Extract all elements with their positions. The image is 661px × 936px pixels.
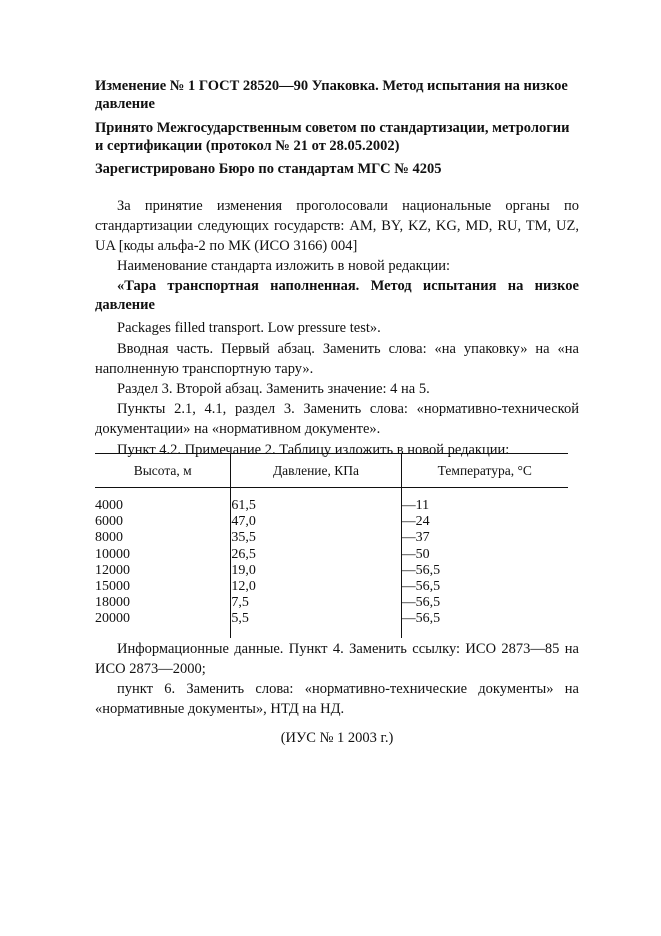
altitude-cell: 6000 — [95, 514, 123, 530]
point6-paragraph: пункт 6. Заменить слова: «нормативно-технические документы» на «нормативные документы», НТД на НД. — [95, 681, 579, 717]
temperature-cell: —56,5 — [401, 611, 568, 627]
column-header-altitude: Высота, м — [95, 454, 231, 488]
table-header-row — [95, 454, 568, 488]
table-row — [95, 498, 568, 514]
pressure-cell: 19,0 — [231, 563, 401, 579]
column-header-pressure: Давление, КПа — [231, 454, 401, 488]
table-row — [95, 595, 568, 611]
altitude-cell: 10000 — [95, 546, 130, 562]
table-row — [95, 579, 568, 595]
points-paragraph: Пункты 2.1, 4.1, раздел 3. Заменить слова: «нормативно-технической документации» на «нормативном документе». — [95, 401, 579, 437]
altitude-cell: 4000 — [95, 498, 123, 513]
temperature-cell: —56,5 — [401, 595, 568, 611]
amendment-title: Изменение № 1 ГОСТ 28520—90 Упаковка. Метод испытания на низкое давление — [95, 78, 568, 112]
info-paragraph: Информационные данные. Пункт 4. Заменить ссылку: ИСО 2873—85 на ИСО 2873—2000; — [95, 641, 579, 677]
altitude-cell: 20000 — [95, 611, 130, 627]
temperature-cell: —56,5 — [401, 563, 568, 579]
altitude-cell: 18000 — [95, 595, 130, 611]
pressure-cell: 47,0 — [231, 514, 401, 530]
rename-paragraph: Наименование стандарта изложить в новой редакции: — [117, 258, 451, 274]
temperature-cell: —11 — [401, 498, 568, 514]
table-intro-paragraph: Пункт 4.2. Примечание 2. Таблицу изложить в новой редакции: — [117, 442, 510, 458]
pressure-cell: 12,0 — [231, 579, 401, 595]
pressure-table — [95, 453, 568, 638]
source-reference: (ИУС № 1 2003 г.) — [280, 730, 394, 746]
table-row — [95, 530, 568, 546]
new-title-english: Packages filled transport. Low pressure test». — [117, 320, 381, 336]
new-title-russian: «Тара транспортная наполненная. Метод испытания на низкое давление — [95, 278, 579, 313]
pressure-cell: 26,5 — [231, 547, 401, 563]
table-row — [95, 547, 568, 563]
pressure-cell: 5,5 — [231, 611, 401, 627]
pressure-cell: 7,5 — [231, 595, 401, 611]
temperature-cell: —24 — [401, 514, 568, 530]
table-row — [95, 611, 568, 627]
voting-paragraph: За принятие изменения проголосовали национальные органы по стандартизации следующих государств: AM, BY, KZ, KG, MD, RU, TM, UZ, UA [коды альфа-2 по МК (ИСО 3166) 004] — [95, 198, 579, 254]
temperature-cell: —56,5 — [401, 579, 568, 595]
altitude-cell: 15000 — [95, 579, 130, 595]
intro-paragraph: Вводная часть. Первый абзац. Заменить слова: «на упаковку» на «на наполненную транспортную тару». — [95, 341, 579, 377]
table-row — [95, 563, 568, 579]
altitude-cell: 8000 — [95, 530, 123, 546]
section3-paragraph: Раздел 3. Второй абзац. Заменить значение: 4 на 5. — [117, 381, 430, 397]
temperature-cell: —50 — [401, 547, 568, 563]
registration-note: Зарегистрировано Бюро по стандартам МГС № 4205 — [95, 161, 442, 177]
pressure-cell: 61,5 — [231, 498, 401, 514]
temperature-cell: —37 — [401, 530, 568, 546]
table-row — [95, 514, 568, 530]
adoption-note: Принято Межгосударственным советом по стандартизации, метрологии и сертификации (протокол № 21 от 28.05.2002) — [95, 120, 570, 154]
column-header-temperature: Температура, °С — [401, 454, 568, 488]
altitude-cell: 12000 — [95, 562, 130, 578]
pressure-cell: 35,5 — [231, 530, 401, 546]
